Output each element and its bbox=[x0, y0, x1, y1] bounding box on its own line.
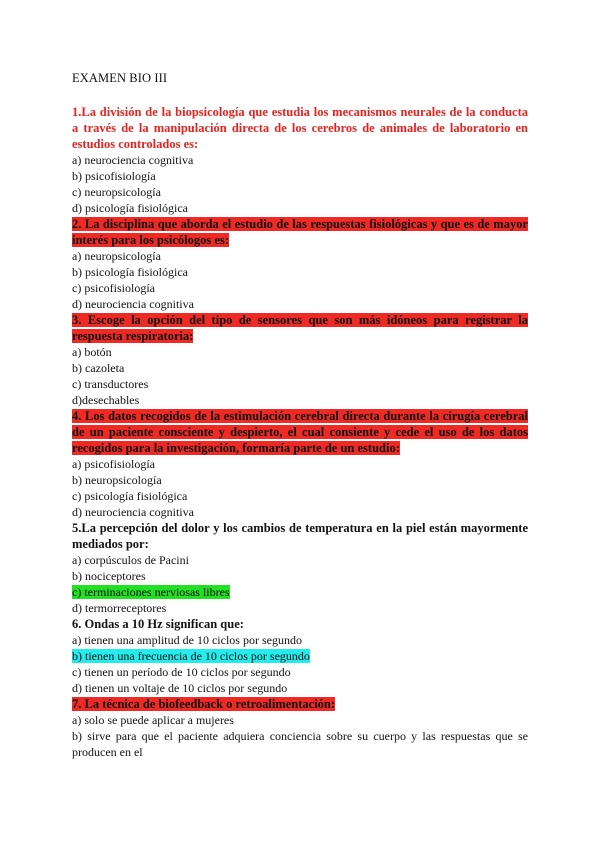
question-3 bbox=[72, 312, 528, 344]
question-4-option-c: c) psicología fisiológica bbox=[72, 489, 188, 503]
question-5-option-a: a) corpúsculos de Pacini bbox=[72, 553, 189, 567]
question-2-option-d: d) neurociencia cognitiva bbox=[72, 297, 194, 311]
question-3-option-c: c) transductores bbox=[72, 377, 149, 391]
question-7-text: 7. La técnica de biofeedback o retroalimentación: bbox=[72, 697, 336, 711]
question-1-option-d: d) psicología fisiológica bbox=[72, 201, 188, 215]
question-4-text: 4. Los datos recogidos de la estimulación cerebral directa durante la cirugía cerebral de un paciente consciente y despierto, el cual consiente y cede el uso de los datos recogidos para la investigación, formaría parte de un estudio: bbox=[72, 409, 528, 455]
question-3-option-d: d)desechables bbox=[72, 393, 140, 407]
question-6: 6. Ondas a 10 Hz significan que: bbox=[72, 617, 244, 631]
question-1-option-a: a) neurociencia cognitiva bbox=[72, 153, 194, 167]
question-6-option-a: a) tienen una amplitud de 10 ciclos por segundo bbox=[72, 633, 302, 647]
question-5-option-c: c) terminaciones nerviosas libres bbox=[72, 585, 230, 599]
question-2-option-c: c) psicofisiología bbox=[72, 281, 155, 295]
question-2-text: 2. La disciplina que aborda el estudio de las respuestas fisiológicas y que es de mayor interés para los psicólogos es: bbox=[72, 217, 528, 247]
question-7-option-a: a) solo se puede aplicar a mujeres bbox=[72, 713, 234, 727]
question-3-text: 3. Escoge la opción del tipo de sensores que son más idóneos para registrar la respuesta respiratoria: bbox=[72, 313, 528, 343]
question-1-option-c: c) neuropsicología bbox=[72, 185, 161, 199]
question-5: 5.La percepción del dolor y los cambios de temperatura en la piel están mayormente mediados por: bbox=[72, 521, 528, 551]
question-2-option-a: a) neuropsicología bbox=[72, 249, 161, 263]
question-2 bbox=[72, 216, 528, 248]
question-1: 1.La división de la biopsicología que estudia los mecanismos neurales de la conducta a través de la manipulación directa de los cerebros de animales de laboratorio en estudios controlados es: bbox=[72, 105, 528, 151]
question-4 bbox=[72, 408, 528, 456]
question-3-option-a: a) botón bbox=[72, 345, 112, 359]
question-4-option-d: d) neurociencia cognitiva bbox=[72, 505, 194, 519]
question-6-option-d: d) tienen un voltaje de 10 ciclos por segundo bbox=[72, 681, 288, 695]
question-4-option-a: a) psicofisiología bbox=[72, 457, 155, 471]
question-6-option-b: b) tienen una frecuencia de 10 ciclos por segundo bbox=[72, 649, 310, 663]
exam-title: EXAMEN BIO III bbox=[72, 71, 168, 85]
document-content bbox=[72, 71, 528, 760]
question-6-option-c: c) tienen un período de 10 ciclos por segundo bbox=[72, 665, 291, 679]
question-1-option-b: b) psicofisiología bbox=[72, 169, 156, 183]
question-5-option-d: d) termorreceptores bbox=[72, 601, 167, 615]
question-2-option-b: b) psicología fisiológica bbox=[72, 265, 188, 279]
question-6-option-b-wrap bbox=[72, 648, 528, 664]
question-5-option-c-wrap bbox=[72, 584, 528, 600]
question-7-option-b: b) sirve para que el paciente adquiera conciencia sobre su cuerpo y las respuestas que se producen en el bbox=[72, 729, 528, 759]
question-5-option-b: b) nociceptores bbox=[72, 569, 146, 583]
question-7 bbox=[72, 696, 528, 712]
question-3-option-b: b) cazoleta bbox=[72, 361, 125, 375]
question-4-option-b: b) neuropsicología bbox=[72, 473, 162, 487]
